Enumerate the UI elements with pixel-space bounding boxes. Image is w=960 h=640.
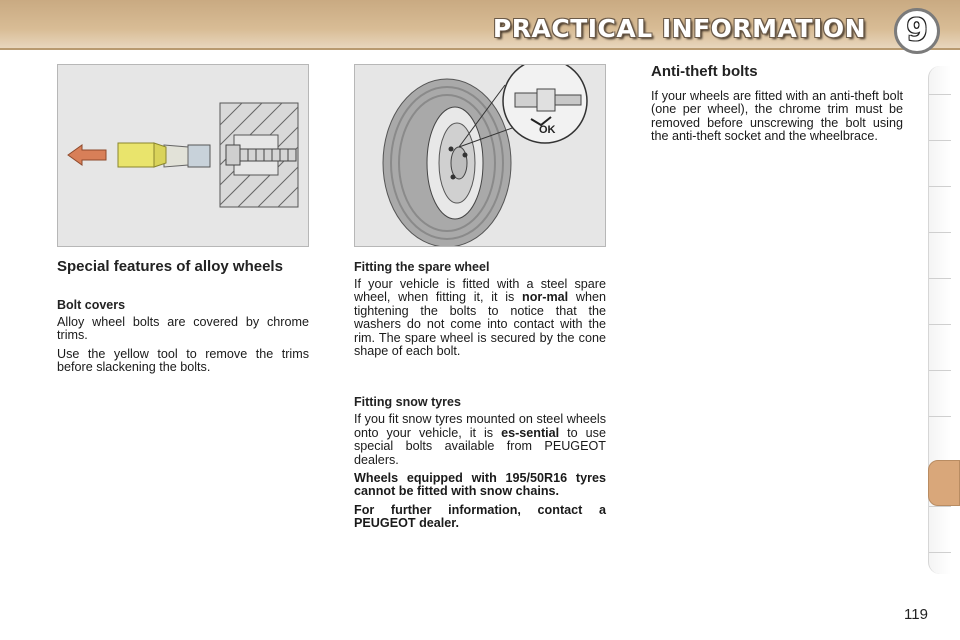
header-band — [0, 0, 960, 50]
tab-divider — [929, 94, 951, 95]
tab-divider — [929, 552, 951, 553]
snow-tyres-text-end: to use special bolts available from PEUGEOT dealers. — [354, 425, 606, 467]
tab-divider — [929, 186, 951, 187]
tab-divider — [929, 506, 951, 507]
chapter-title: PRACTICAL INFORMATION — [492, 14, 866, 43]
left-column — [57, 259, 309, 380]
bolt-cover-removal-illustration-icon — [58, 65, 308, 246]
anti-theft-paragraph: If your wheels are fitted with an anti-theft bolt (one per wheel), the chrome trim must be removed before unscrewing the bolt using the anti-theft socket and the wheelbrace. — [651, 89, 903, 144]
bolt-cover-figure — [57, 64, 309, 247]
snow-tyres-emphasis: es-sential — [501, 425, 560, 440]
tab-divider — [929, 324, 951, 325]
middle-column — [354, 260, 606, 536]
spare-wheel-text-end: when tightening the bolts to notice that the washers do not come into contact with the rim. The spare wheel is secured by the cone shape of each bolt. — [354, 290, 606, 359]
page-number: 119 — [904, 606, 928, 623]
tab-divider — [929, 370, 951, 371]
spare-wheel-paragraph — [354, 278, 606, 358]
anti-theft-heading: Anti-theft bolts — [651, 63, 758, 80]
bolt-covers-paragraph-1: Alloy wheel bolts are covered by chrome trims. — [57, 315, 309, 343]
tab-divider — [929, 232, 951, 233]
bolt-covers-heading: Bolt covers — [57, 298, 126, 312]
spare-wheel-emphasis: nor-mal — [522, 290, 569, 305]
spare-wheel-figure — [354, 64, 606, 247]
tab-divider — [929, 140, 951, 141]
spare-wheel-heading: Fitting the spare wheel — [354, 260, 490, 274]
active-chapter-tab[interactable] — [928, 460, 960, 506]
snow-tyres-heading: Fitting snow tyres — [354, 395, 461, 410]
ok-label: OK — [539, 124, 556, 136]
snow-tyres-text-start: If you fit snow tyres mounted on steel wheels onto your vehicle, it is — [354, 412, 606, 440]
dealer-contact-note: For further information, contact a PEUGEOT dealer. — [354, 502, 606, 531]
section-title: Special features of alloy wheels — [57, 258, 283, 275]
bolt-covers-paragraph-2: Use the yellow tool to remove the trims before slackening the bolts. — [57, 346, 309, 375]
chapter-number-badge: 9 — [894, 8, 940, 54]
right-column — [651, 64, 903, 149]
snow-tyres-paragraph — [354, 413, 606, 467]
spare-wheel-bolt-illustration-icon — [355, 65, 605, 246]
tab-divider — [929, 416, 951, 417]
spare-wheel-text-start: If your vehicle is fitted with a steel spare wheel, when fitting it, it is — [354, 277, 606, 305]
tab-divider — [929, 278, 951, 279]
snow-chains-warning: Wheels equipped with 195/50R16 tyres cannot be fitted with snow chains. — [354, 471, 606, 499]
